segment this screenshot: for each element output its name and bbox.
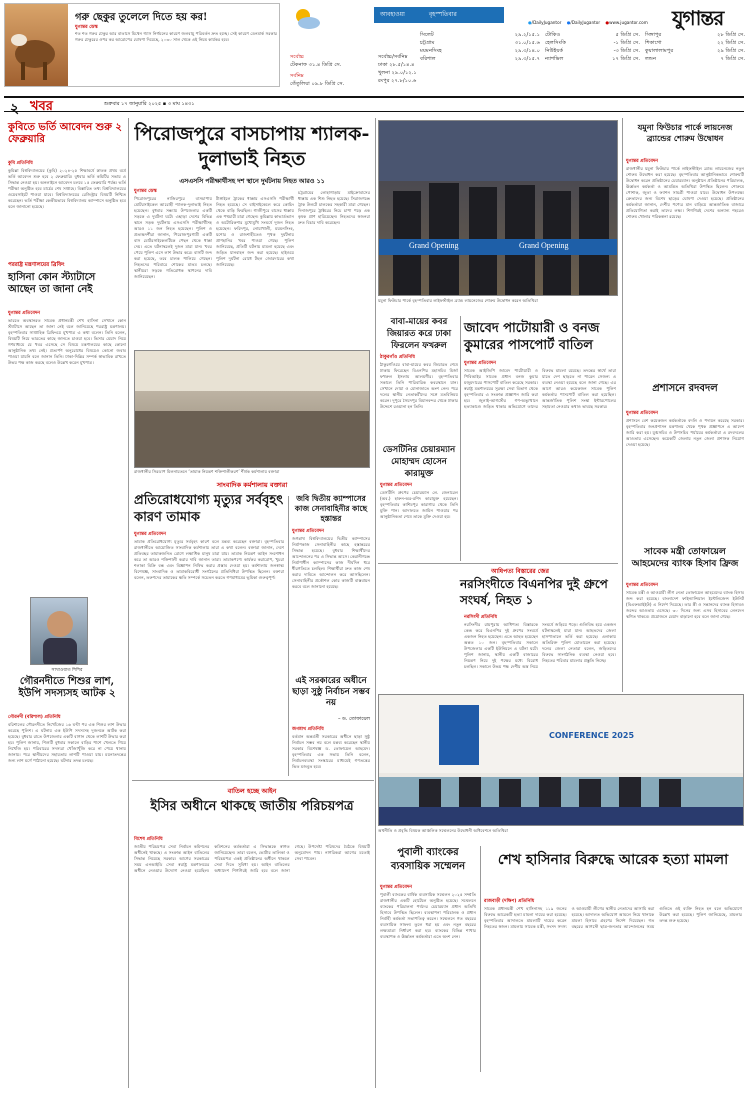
lead-byline: যুগান্তর ডেস্ক (134, 189, 157, 194)
left-text-3: বরিশালের গৌরনদীতে নিখোঁজের ১৬ ঘণ্টা পর এক শিশুর লাশ উদ্ধার করেছে পুলিশ। এ ঘটনায় এক ইউপি সদস্যসহ দুজনকে আটক করা হয়েছে। বুধবার রাতে উপজেলার একটি বাগান থেকে লাশটি উদ্ধার করা হয়। পুলিশ জানায়, শিশুটি বুধবার সকালে বাড়ির পাশে খেলতে গিয়ে নিখোঁজ হয়। পরিবারের সদস্যরা খোঁজাখুঁজি করে না পেয়ে থানায় জানায়। পরে স্থানীয়দের সহায়তায় লাশটি পাওয়া যায়। ময়নাতদন্তের জন্য লাশ মর্গে পাঠানো হয়েছে। ঘটনার তদন্ত চলছে। (8, 722, 126, 763)
left-headline-2: হাসিনা কোন স্ট্যাটাসে আছেন তা জানা নেই (8, 272, 96, 295)
weather-city-row: বরিশাল ২৯.৩/১৫.৭ (420, 56, 540, 62)
weather-city-row: ঢাকা ২৮.৫/১৪.৪ (378, 62, 415, 68)
world-row: নিউইয়র্ক -৩ ডিগ্রি সে. (545, 48, 640, 54)
tobacco-byline: যুগান্তর প্রতিবেদন (134, 532, 167, 537)
high-value: টেকনাফ ৩১.৪ ডিগ্রি সে. (290, 62, 342, 68)
left-kicker-2: পররাষ্ট্র মন্ত্রণালয়ের ব্রিফিং (8, 262, 65, 268)
right-text-3: সাবেক মন্ত্রী ও আওয়ামী লীগ নেতা তোফায়েল আহমেদের ব্যাংক হিসাব জব্দ করা হয়েছে। বাংলাদেশ ফাইন্যান্সিয়াল ইন্টেলিজেন্স ইউনিট (বিএফআইইউ) এ নির্দেশ দিয়েছে। তার স্ত্রী ও সন্তানদের ব্যাংক হিসাবও জব্দের আওতায় এসেছে। ৩০ দিনের জন্য এসব হিসাবের লেনদেন স্থগিত থাকবে। প্রয়োজনে মেয়াদ বাড়ানো হবে বলে জানা গেছে। (626, 590, 744, 619)
right-headline-4-box (626, 832, 744, 872)
jobi-byline: যুগান্তর প্রতিবেদন (292, 529, 325, 534)
lead-text-1: পিরোজপুরের নাজিরপুরে বাসচাপায় মোটরসাইকেল আরোহী শ্যালক-দুলাভাই নিহত হয়েছেন। বুধবার সন্ধ্যায় উপজেলার একটি সড়কে এ দুর্ঘটনা ঘটে। এছাড়া দেশের বিভিন্ন স্থানে সড়ক দুর্ঘটনায় এসএসসি পরীক্ষার্থীসহ আরও ১১ জন নিহত হয়েছেন। পুলিশ ও প্রত্যক্ষদর্শীরা জানান, পিরোজপুরগামী একটি বাস মোটরসাইকেলটিকে পেছন থেকে ধাক্কা দেয়। এতে ঘটনাস্থলেই দুজন মারা যান। খবর পেয়ে পুলিশ এসে লাশ উদ্ধার করে। বাসটি জব্দ করা হয়েছে, তবে চালক পালিয়ে গেছেন। নিহতদের পরিবারে শোকের মাতম চলছে। স্থানীয়রা সড়কে গতিরোধক স্থাপনের দাবি জানিয়েছেন। (134, 196, 212, 279)
masthead-logo: যুগান্তর (672, 6, 724, 30)
right-headline-2: প্রশাসনে রদবদল (652, 383, 718, 394)
destiny-byline: যুগান্তর প্রতিবেদন (380, 483, 413, 488)
twitter-icon: ● (528, 20, 532, 25)
low-value: তেঁতুলিয়া ০৯.৮ ডিগ্রি সে. (290, 81, 345, 87)
hasina-text: সাবেক প্রধানমন্ত্রী শেখ হাসিনাসহ ১১৯ জনের বিরুদ্ধে আরেকটি হত্যা মামলা দায়ের করা হয়েছে। বৃহস্পতিবার আদালতে মামলাটি দায়ের করেন নিহতের স্বজন। মামলায় সাবেক মন্ত্রী, সংসদ সদস্য ও আওয়ামী লীগের স্থানীয় নেতাদের আসামি করা হয়েছে। আদালত অভিযোগ আমলে নিয়ে থানাকে মামলা হিসাবে গ্রহণের নির্দেশ দিয়েছেন। গত বছরের আগস্টে ছাত্র-জনতার আন্দোলনের সময় গুলিতে ওই ব্যক্তি নিহত হন বলে অভিযোগে উল্লেখ করা হয়েছে। পুলিশ জানিয়েছে, মামলার তদন্ত শুরু হয়েছে। (484, 906, 742, 929)
page-number: ২ (10, 101, 20, 117)
narsingdi-headline: নরসিংদীতে বিএনপির দুই গ্রুপে সংঘর্ষ, নিহত ১ (460, 577, 608, 607)
right-headline-1: যমুনা ফিউচার পার্কে লায়নেজ ব্র্যান্ডের শোরুম উদ্বোধন (637, 122, 733, 143)
right-byline-1: যুগান্তর প্রতিবেদন (626, 159, 659, 164)
lead-text-2: টাঙ্গাইলে ট্রাকের ধাক্কায় এসএসসি পরীক্ষার্থী নিহত হয়েছে। সে বাইসাইকেলে করে কোচিং থেকে বাড়ি ফিরছিল। গাজীপুরে বাসের ধাক্কায় এক পথচারী মারা গেছেন। কুমিল্লায় কাভার্ডভ্যান ও অটোরিকশার মুখোমুখি সংঘর্ষে দুজন নিহত হয়েছেন। ফরিদপুর, নোয়াখালী, ময়মনসিংহ, যশোর ও রাজশাহীতেও পৃথক দুর্ঘটনায় প্রাণহানির খবর পাওয়া গেছে। পুলিশ জানিয়েছে, প্রতিটি ঘটনায় মামলা হয়েছে এবং জড়িত যানবাহন জব্দ করা হয়েছে। হাইওয়ে পুলিশ দুর্ঘটনা রোধে টহল জোরদারের কথা জানিয়েছে। (216, 196, 294, 267)
right-text-1: রাজধানীর যমুনা ফিউচার পার্কে লাইফস্টাইল ব্র্যান্ড লায়নেজের নতুন শোরুম উদ্বোধন করা হয়েছে। বৃহস্পতিবার আনুষ্ঠানিকভাবে শোরুমটি উদ্বোধন করেন প্রতিষ্ঠানের চেয়ারম্যান। অনুষ্ঠানে প্রতিষ্ঠানের পরিচালক, ঊর্ধ্বতন কর্মকর্তা ও আমন্ত্রিত অতিথিরা উপস্থিত ছিলেন। শোরুমে পোশাক, জুতা ও ফ্যাশন সামগ্রী পাওয়া যাবে। উদ্বোধন উপলক্ষ্যে ক্রেতাদের জন্য বিশেষ ছাড়ের ঘোষণা দেওয়া হয়েছে। প্রতিষ্ঠানের কর্মকর্তারা জানান, দেশীয় পণ্যের মান বাড়িয়ে আন্তর্জাতিক বাজারে প্রতিযোগিতা করাই তাদের লক্ষ্য। শিগগিরই দেশের অন্যান্য শহরেও শোরুম খোলার পরিকল্পনা রয়েছে। (626, 166, 744, 219)
nid-headline: ইসির অধীনে থাকছে জাতীয় পরিচয়পত্র (150, 799, 354, 814)
left-byline-3: গৌরনদী (বরিশাল) প্রতিনিধি (8, 715, 61, 720)
right-byline-2: যুগান্তর প্রতিবেদন (626, 411, 659, 416)
conference-photo-caption: অর্থনীতি ও প্রবৃদ্ধি বিষয়ক আঞ্চলিক সম্মেলনের উদ্বোধনী অধিবেশনে অতিথিরা (378, 828, 508, 833)
facebook-handle[interactable]: /DailyJugantor (570, 20, 601, 25)
left-text-1: কুমিল্লা বিশ্ববিদ্যালয়ের (কুবি) ২০২৪-২৫ শিক্ষাবর্ষে স্নাতক প্রথম বর্ষে ভর্তি আবেদন শুরু হবে ২ ফেব্রুয়ারি। বুধবার ভর্তি কমিটির সভায় এ সিদ্ধান্ত নেওয়া হয়। অনলাইনে আবেদন চলবে ১৫ ফেব্রুয়ারি পর্যন্ত। ভর্তি পরীক্ষা অনুষ্ঠিত হবে মার্চের শেষ সপ্তাহে। বিস্তারিত তথ্য বিশ্ববিদ্যালয়ের ওয়েবসাইটে পাওয়া যাবে। বিশ্ববিদ্যালয়ের রেজিস্ট্রার বিষয়টি নিশ্চিত করেছেন। ভর্তি পরীক্ষা কেন্দ্রীয়ভাবে বিশ্ববিদ্যালয় ক্যাম্পাসে অনুষ্ঠিত হবে বলে জানানো হয়েছে। (8, 168, 126, 209)
right-byline-3: যুগান্তর প্রতিবেদন (626, 583, 659, 588)
destiny-text: ডেসটিনি গ্রুপের চেয়ারম্যান লে. জেনারেল (অব.) হারুন-অর-রশিদ কারামুক্ত হয়েছেন। বৃহস্পতিবার কাশিমপুর কারাগার থেকে তিনি মুক্তি পান। আদালতে জামিন পাওয়ার পর আনুষ্ঠানিকতা শেষে তাকে মুক্তি দেওয়া হয়। (380, 490, 458, 519)
left-headline-1: কুবিতে ভর্তি আবেদন শুরু ২ ফেব্রুয়ারি (8, 122, 122, 145)
nid-text: জাতীয় পরিচয়পত্র সেবা নির্বাচন কমিশনের অধীনেই থাকছে। এ সংক্রান্ত আইন বাতিলের সিদ্ধান্ত নিয়েছে সরকার। আগের সরকারের সময় এনআইডি সেবা স্বরাষ্ট্র মন্ত্রণালয়ের অধীনে নেওয়ার উদ্যোগ নেওয়া হয়েছিল। কমিশনের কর্মকর্তারা এ সিদ্ধান্তকে স্বাগত জানিয়েছেন। তারা বলেন, ভোটার তালিকা ও পরিচয়পত্র একই প্রতিষ্ঠানের অধীনে থাকলে সেবা দিতে সুবিধা হয়। আইন বাতিলের অধ্যাদেশ শিগগিরই জারি হবে বলে জানা গেছে। উপদেষ্টা পরিষদের বৈঠকে বিষয়টি অনুমোদন পায়। নাগরিকরা আগের মতোই সেবা পাবেন। (134, 844, 370, 873)
low-label: সর্বনিম্ন (290, 73, 304, 79)
world-row: লন্ডন ৭ ডিগ্রি সে. (645, 56, 745, 62)
pubali-headline: পুবালী ব্যাংকের ব্যবসায়িক সম্মেলন (390, 847, 466, 872)
nid-byline: বিশেষ প্রতিনিধি (134, 837, 163, 842)
world-row: হেলসিংকি -১ ডিগ্রি সে. (545, 40, 640, 46)
ad-headline: গরু ছেকুর তুলেলে দিতে হয় কর! (75, 12, 208, 23)
section-name: খবর (30, 99, 53, 114)
grave-headline: বাবা-মায়ের কবর জিয়ারত করে ঢাকা ফিরলেন ফখরুল (386, 317, 452, 351)
world-row: শিকাগো ২২ ডিগ্রি সে. (645, 40, 745, 46)
left-text-2: ভারতে অবস্থানরত সাবেক প্রধানমন্ত্রী শেখ হাসিনা সেখানে কোন স্ট্যাটাসে আছেন তা জানা নেই বলে জানিয়েছে পররাষ্ট্র মন্ত্রণালয়। বৃহস্পতিবার সাপ্তাহিক ব্রিফিংয়ে মুখপাত্র এ কথা বলেন। তিনি বলেন, বিষয়টি নিয়ে ভারতের কাছে জানতে চাওয়া হবে। ভিসার মেয়াদ নিয়ে গণমাধ্যমে যে খবর এসেছে সে বিষয়ে মন্ত্রণালয়ের কাছে কোনো আনুষ্ঠানিক তথ্য নেই। প্রত্যর্পণ অনুরোধের বিষয়েও কোনো জবাব পাওয়া যায়নি বলে জানান তিনি। ঢাকা-দিল্লির সম্পর্ক স্বাভাবিক রাখতে উভয় পক্ষ কাজ করছে বলেও উল্লেখ করেন মুখপাত্র। (8, 318, 126, 365)
weather-city-row: খুলনা ২৯.০/১২.১ (378, 70, 417, 76)
weather-table-2 (420, 31, 540, 63)
tobacco-headline: প্রতিরোধযোগ্য মৃত্যুর সর্ববৃহৎ কারণ তামাক (134, 493, 284, 525)
conference-banner: CONFERENCE 2025 (549, 731, 635, 740)
lead-subhead: এসএসসি পরীক্ষার্থীসহ দশ স্থানে দুর্ঘটনায় নিহত আরও ১১ (179, 178, 325, 185)
opening-photo-caption: যমুনা ফিউচার পার্কে বৃহস্পতিবার লাইফস্টাইল ব্র্যান্ড লায়নেজের শোরুম উদ্বোধন করেন অতিথিরা (378, 298, 538, 303)
election-text: বর্তমান অন্তর্বর্তী সরকারের অধীনে ছাড়া সুষ্ঠু নির্বাচন সম্ভব নয় বলে মন্তব্য করেছেন স্থানীয় সরকার বিশেষজ্ঞ ড. তোফায়েল আহমেদ। বৃহস্পতিবার এক সভায় তিনি বলেন, নির্বাচনব্যবস্থা সংস্কারের মাধ্যমেই গণতন্ত্রের ভিত মজবুত হবে। (292, 734, 370, 769)
social-bar (528, 17, 744, 28)
tobacco-text: তামাক প্রতিরোধযোগ্য মৃত্যুর সর্ববৃহৎ কারণ বলে মন্তব্য করেছেন বক্তারা। বৃহস্পতিবার রাজধানীতে আয়োজিত সাংবাদিক কর্মশালায় তারা এ কথা বলেন। বক্তারা জানান, দেশে প্রতিবছর তামাকজনিত রোগে লক্ষাধিক মানুষ মারা যায়। তামাক নিয়ন্ত্রণ আইন সংশোধন করে তা আরও শক্তিশালী করার দাবি জানান তারা। তামাকপণ্যে কার্যকর করারোপ, খুচরা শলাকা বিক্রি বন্ধ এবং বিজ্ঞাপন নিষিদ্ধ করার প্রস্তাব দেওয়া হয়। কর্মশালায় জনস্বাস্থ্য বিশেষজ্ঞ, সাংবাদিক ও তামাকবিরোধী সংগঠনের প্রতিনিধিরা উপস্থিত ছিলেন। বক্তারা বলেন, তরুণদের তামাকের ক্ষতি সম্পর্কে সচেতন করতে গণমাধ্যমের ভূমিকা গুরুত্বপূর্ণ। (134, 539, 284, 580)
jobi-headline: জবি দ্বিতীয় ক্যাম্পাসের কাজ সেনাবাহিনীর কাছে হস্তান্তর (294, 494, 368, 523)
weather-city-row: রংপুর ২৭.৮/১০.৬ (378, 78, 417, 84)
ad-body: শত শত গরুর ঢেকুর আর বাতাসে মিথেন গ্যাস নির্গমনের কারণে জলবায়ু পরিবর্তন দ্রুত হচ্ছে। সেই কারণে ডেনমার্ক সরকার গরুর ঢেকুরের ওপর কর আরোপের ঘোষণা দিয়েছে, ২০৩০ সাল থেকে এই নিয়ম কার্যকর হবে। (75, 31, 277, 42)
high-label: সর্বোচ্চ (290, 54, 305, 60)
left-headline-3: গৌরনদীতে শিশুর লাশ, ইউপি সদস্যসহ আটক ২ (18, 676, 116, 699)
passport-headline: জাবেদ পাটোয়ারী ও বনজ কুমারের পাসপোর্ট বাতিল (464, 321, 600, 353)
tobacco-kicker: সাংবাদিক কর্মশালায় বক্তারা (216, 481, 288, 489)
election-headline: এই সরকারের অধীনে ছাড়া সুষ্ঠু নির্বাচন সম্ভব নয় (292, 676, 370, 708)
pubali-byline: যুগান্তর প্রতিবেদন (380, 885, 413, 890)
right-text-2: প্রশাসনে বেশ কয়েকজন কর্মকর্তাকে বদলি ও পদায়ন করেছে সরকার। বৃহস্পতিবার জনপ্রশাসন মন্ত্রণালয় থেকে পৃথক প্রজ্ঞাপনে এ আদেশ জারি করা হয়। যুগ্মসচিব ও উপসচিব পর্যায়ের কর্মকর্তারা এ রদবদলের আওতায় এসেছেন। কয়েকটি জেলায় নতুন জেলা প্রশাসক নিয়োগ দেওয়া হয়েছে। (626, 418, 744, 447)
workshop-photo-caption: রাজধানীর সিরডাপ মিলনায়তনে ‘তামাক নিয়ন্ত্রণ শক্তিশালীকরণ’ শীর্ষক কর্মশালায় বক্তারা (134, 469, 280, 474)
facebook-icon: ● (566, 20, 571, 25)
banner-text-2: Grand Opening (519, 241, 569, 250)
world-row: সিঙ্গাপুর ২৮ ডিগ্রি সে. (645, 32, 745, 38)
weather-tab-right: বৃহস্পতিবার (428, 11, 457, 18)
twitter-handle[interactable]: /DailyJugantor (531, 20, 562, 25)
election-byline: জগন্নাথ প্রতিনিধি (292, 727, 324, 732)
world-row: টোকিও ৫ ডিগ্রি সে. (545, 32, 640, 38)
conference-photo (378, 694, 744, 826)
world-weather-table (545, 31, 640, 63)
pubali-text: পুবালী ব্যাংকের বার্ষিক ব্যবসায়িক সম্মেলন ২০২৫ সম্প্রতি রাজধানীর একটি হোটেলে অনুষ্ঠিত হয়েছে। সম্মেলনে ব্যাংকের পরিচালনা পর্ষদের চেয়ারম্যান প্রধান অতিথি হিসাবে উপস্থিত ছিলেন। ব্যবস্থাপনা পরিচালক ও প্রধান নির্বাহী কর্মকর্তা সভাপতিত্ব করেন। সম্মেলনে গত বছরের ব্যবসায়িক সাফল্য তুলে ধরা হয় এবং নতুন বছরের লক্ষ্যমাত্রা নির্ধারণ করা হয়। ব্যাংকের বিভিন্ন শাখার ব্যবস্থাপক ও ঊর্ধ্বতন কর্মকর্তারা এতে অংশ নেন। (380, 892, 476, 939)
world-row: কুয়ালালামপুর ২৯ ডিগ্রি সে. (645, 48, 745, 54)
jobi-text: জগন্নাথ বিশ্ববিদ্যালয়ের দ্বিতীয় ক্যাম্পাসের নির্মাণকাজ সেনাবাহিনীর কাছে হস্তান্তরের সিদ্ধান্ত হয়েছে। বুধবার শিক্ষার্থীদের আন্দোলনের পর এ সিদ্ধান্ত আসে। কেরানীগঞ্জে নির্মাণাধীন ক্যাম্পাসের কাজ দীর্ঘদিন ধরে ধীরগতিতে চলছিল। শিক্ষার্থীরা দ্রুত কাজ শেষ করার দাবিতে আন্দোলন করে আসছিলেন। সেনাবাহিনীর প্রকৌশল কোর কাজটি বাস্তবায়ন করবে বলে জানানো হয়েছে। (292, 536, 370, 589)
hasina-headline: শেখ হাসিনার বিরুদ্ধে আরেক হত্যা মামলা (497, 852, 729, 868)
weather-tab-left: আবহাওয়া (380, 11, 405, 18)
cow-icon (5, 4, 68, 86)
grave-byline: ঠাকুরগাঁও প্রতিনিধি (380, 355, 415, 360)
lead-text-3: চট্টগ্রামের লোহাগাড়ায় মাইক্রোবাসের ধাক্কায় এক শিশু নিহত হয়েছে। সিরাজগঞ্জে ট্রাক উলটে চালকের সহকারী মারা গেছেন। দিনাজপুরে ট্রাক্টরের নিচে চাপা পড়ে এক কৃষক প্রাণ হারিয়েছেন। নিহতদের স্বজনরা দ্রুত বিচার দাবি করেছেন। (298, 190, 370, 225)
weather-tab (374, 7, 504, 23)
boy-photo (30, 597, 88, 665)
destiny-headline: ডেসটিনির চেয়ারম্যান মোহাম্মদ হোসেন কারামুক্ত (382, 445, 456, 479)
weather-city-row: সিলেট ২৯.২/১৫.১ (420, 32, 540, 38)
election-quote: – ড. তোফায়েল (338, 716, 370, 722)
nid-kicker: বাতিল হচ্ছে আইন (227, 787, 277, 795)
website-link[interactable]: www.jugantor.com (609, 20, 648, 25)
left-byline-1: কুবি প্রতিনিধি (8, 161, 33, 166)
narsingdi-text: নরসিংদীর রায়পুরায় আধিপত্য বিস্তারকে কেন্দ্র করে বিএনপির দুই গ্রুপের সংঘর্ষে একজন নিহত হয়েছেন। এতে আহত হয়েছেন অন্তত ১০ জন। বৃহস্পতিবার সকালে উপজেলার একটি ইউনিয়নে এ ঘটনা ঘটে। পুলিশ জানায়, স্থানীয় একটি বাজারের নিয়ন্ত্রণ নিয়ে দুই পক্ষের মধ্যে বিরোধ চলছিল। সকালে উভয় পক্ষ দেশীয় অস্ত্র নিয়ে সংঘর্ষে জড়িয়ে পড়ে। গুলিবিদ্ধ হয়ে একজন ঘটনাস্থলেই মারা যান। আহতদের জেলা হাসপাতালে ভর্তি করা হয়েছে। এলাকায় অতিরিক্ত পুলিশ মোতায়েন করা হয়েছে। দলের জেলা নেতারা বলেন, জড়িতদের বিরুদ্ধে সাংগঠনিক ব্যবস্থা নেওয়া হবে। নিহতের পরিবার মামলার প্রস্তুতি নিচ্ছে। (464, 622, 616, 669)
weather-city-row: ময়মনসিংহ ২৯.৩/১৪.০ (420, 48, 540, 54)
page-band (4, 96, 744, 117)
right-headline-3: সাবেক মন্ত্রী তোফায়েল আহমেদের ব্যাংক হিসাব ফ্রিজ (631, 547, 739, 569)
weather-city-row: চট্টগ্রাম ৩১.০/১৫.৬ (420, 40, 540, 46)
passport-byline: যুগান্তর প্রতিবেদন (464, 361, 497, 366)
passport-text: সাবেক আইজিপি জাবেদ পাটোয়ারী ও পিবিআইর সাবেক প্রধান বনজ কুমার মজুমদারের পাসপোর্ট বাতিল করেছে সরকার। স্বরাষ্ট্র মন্ত্রণালয়ের সুরক্ষা সেবা বিভাগ থেকে বৃহস্পতিবার এ সংক্রান্ত প্রজ্ঞাপন জারি করা হয়। জুলাই-আগস্টের গণ-অভ্যুত্থানে হত্যাকাণ্ডে জড়িত থাকার অভিযোগে তাদের বিরুদ্ধে মামলা রয়েছে। তদন্তের স্বার্থে তারা যাতে দেশ ছাড়তে না পারেন সেজন্য এ ব্যবস্থা নেওয়া হয়েছে বলে জানা গেছে। এর আগে আরও কয়েকজন সাবেক পুলিশ কর্মকর্তার পাসপোর্ট বাতিল করা হয়েছিল। আন্তর্জাতিক পুলিশ সংস্থা ইন্টারপোলের সহায়তা নেওয়ার কথাও ভাবছে সরকার। (464, 368, 616, 409)
top-ad-box (4, 3, 280, 87)
sun-cloud-icon (290, 5, 322, 31)
narsingdi-byline: নরসিংদী প্রতিনিধি (464, 615, 498, 620)
workshop-photo (134, 350, 370, 468)
world-row: ন্যাশভিল ১৭ ডিগ্রি সে. (545, 56, 640, 62)
page-date: শুক্রবার ১৭ জানুয়ারি ২০২৫ ▪ ৩ মাঘ ১৪৩১ (104, 101, 195, 107)
narsingdi-kicker: আধিপত্য বিস্তারের জের (491, 568, 549, 575)
web-icon: ● (605, 20, 610, 25)
banner-text-1: Grand Opening (409, 241, 459, 250)
lead-headline: পিরোজপুরে বাসচাপায় শ্যালক-দুলাভাই নিহত (134, 123, 370, 170)
boy-photo-caption: সাখাওয়াত শিশির (51, 668, 83, 673)
opening-photo (378, 120, 618, 296)
hasina-byline: রাজবাড়ী (দক্ষিণ) প্রতিনিধি (484, 899, 535, 904)
weather-header: সর্বোচ্চ/সর্বনিম্ন (378, 54, 408, 60)
left-byline-2: যুগান্তর প্রতিবেদন (8, 311, 41, 316)
cow-image (5, 4, 68, 86)
grave-text: ঠাকুরগাঁওয়ে বাবা-মায়ের কবর জিয়ারত শেষে ঢাকায় ফিরেছেন বিএনপির মহাসচিব মির্জা ফখরুল ইসলাম আলমগীর। বৃহস্পতিবার সকালে তিনি পারিবারিক কবরস্থানে যান। সেখানে দোয়া ও মোনাজাতে অংশ নেন। পরে দলের স্থানীয় নেতাকর্মীদের সঙ্গে মতবিনিময় করেন। দুপুরে সৈয়দপুর বিমানবন্দর থেকে ঢাকার উদ্দেশে রওয়ানা হন তিনি। (380, 362, 458, 409)
ad-byline: যুগান্তর ডেস্ক (75, 25, 98, 30)
